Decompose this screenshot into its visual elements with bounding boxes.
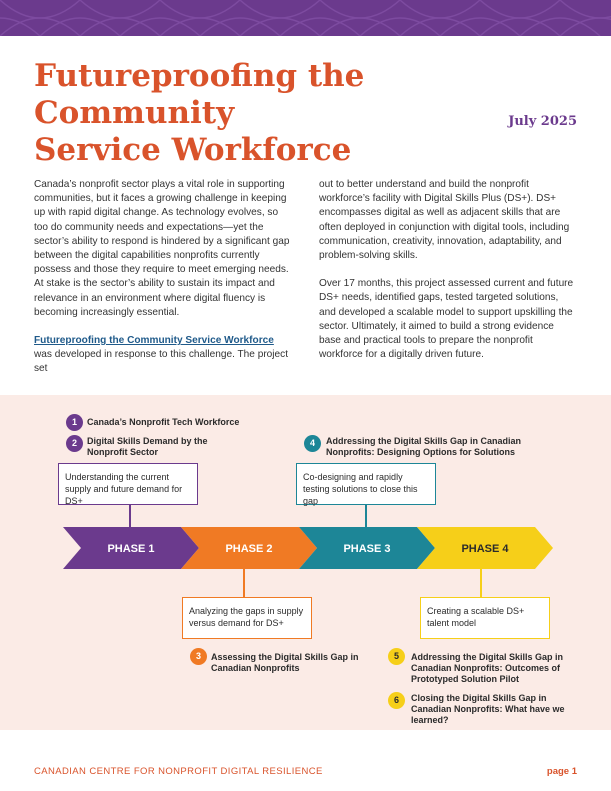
body-column-right xyxy=(319,178,575,376)
phase-1-description: Understanding the current supply and future demand for DS+ xyxy=(58,463,198,505)
report-badge-5: 5 xyxy=(388,648,405,665)
publication-date: July 2025 xyxy=(508,114,577,129)
page-number: page 1 xyxy=(546,766,577,777)
project-paragraph-text: was developed in response to this challenge. The project set xyxy=(34,349,288,375)
title-line-1: Futureproofing the Community xyxy=(34,58,365,131)
top-decorative-band xyxy=(0,0,611,36)
report-badge-1: 1 xyxy=(66,414,83,431)
report-title-5: Addressing the Digital Skills Gap in Canadian Nonprofits: Outcomes of Prototyped Solution Pilot xyxy=(411,652,564,684)
intro-paragraph: Canada’s nonprofit sector plays a vital role in supporting communities, but it faces a growing challenge in keeping up with rapid digital change. As technology evolves, so too do community needs and expectations—yet the sector’s ability to respond is hindered by a significant gap between the digital capabilities nonprofits currently possess and those they require to meet emerging needs. At stake is the sector’s ability to sustain its impact and relevance in an environment where digital fluency is becoming increasingly essential. xyxy=(34,179,290,318)
phase-label-1: PHASE 1 xyxy=(107,543,155,555)
project-summary-paragraph: Over 17 months, this project assessed current and future DS+ needs, identified gaps, tested targeted solutions, and developed a scalable model to support upskilling the sector. Ultimately, it aimed to build a strong evidence base and practical tools to prepare the nonprofit workforce for a digitally driven future. xyxy=(319,278,574,361)
phase-3-description: Co-designing and rapidly testing solutions to close this gap xyxy=(296,463,436,505)
ds-plus-paragraph: out to better understand and build the nonprofit workforce’s facility with Digital Skills Plus (DS+). DS+ encompasses digital as well as adjacent skills that are often deployed in conjunction with digital tools, including communication, creativity, innovation, adaptability, and problem-solving skills. xyxy=(319,179,570,262)
report-badge-3: 3 xyxy=(190,648,207,665)
phase-label-3: PHASE 3 xyxy=(343,543,391,555)
title-line-2: Service Workforce xyxy=(34,132,352,168)
report-badge-2: 2 xyxy=(66,435,83,452)
report-badge-4: 4 xyxy=(304,435,321,452)
body-column-left xyxy=(34,178,290,391)
footer-organization: CANADIAN CENTRE FOR NONPROFIT DIGITAL RESILIENCE xyxy=(34,766,323,777)
project-paragraph xyxy=(34,334,290,377)
band-pattern xyxy=(0,0,611,36)
page-title xyxy=(34,58,534,169)
report-title-1: Canada’s Nonprofit Tech Workforce xyxy=(87,417,240,427)
project-link[interactable]: Futureproofing the Community Service Workforce xyxy=(34,335,274,347)
phase-label-4: PHASE 4 xyxy=(461,543,509,555)
report-title-4: Addressing the Digital Skills Gap in Canadian Nonprofits: Designing Options for Solutions xyxy=(326,436,522,457)
phase-4-description: Creating a scalable DS+ talent model xyxy=(420,597,550,639)
phase-2-description: Analyzing the gaps in supply versus demand for DS+ xyxy=(182,597,312,639)
report-title-6: Closing the Digital Skills Gap in Canadian Nonprofits: What have we learned? xyxy=(411,693,565,725)
report-title-3: Assessing the Digital Skills Gap in Canadian Nonprofits xyxy=(211,652,359,673)
report-badge-6: 6 xyxy=(388,692,405,709)
phase-label-2: PHASE 2 xyxy=(225,543,273,555)
phase-arrows xyxy=(0,395,611,730)
phase-diagram xyxy=(0,395,611,730)
report-title-2: Digital Skills Demand by the Nonprofit Sector xyxy=(87,436,208,457)
